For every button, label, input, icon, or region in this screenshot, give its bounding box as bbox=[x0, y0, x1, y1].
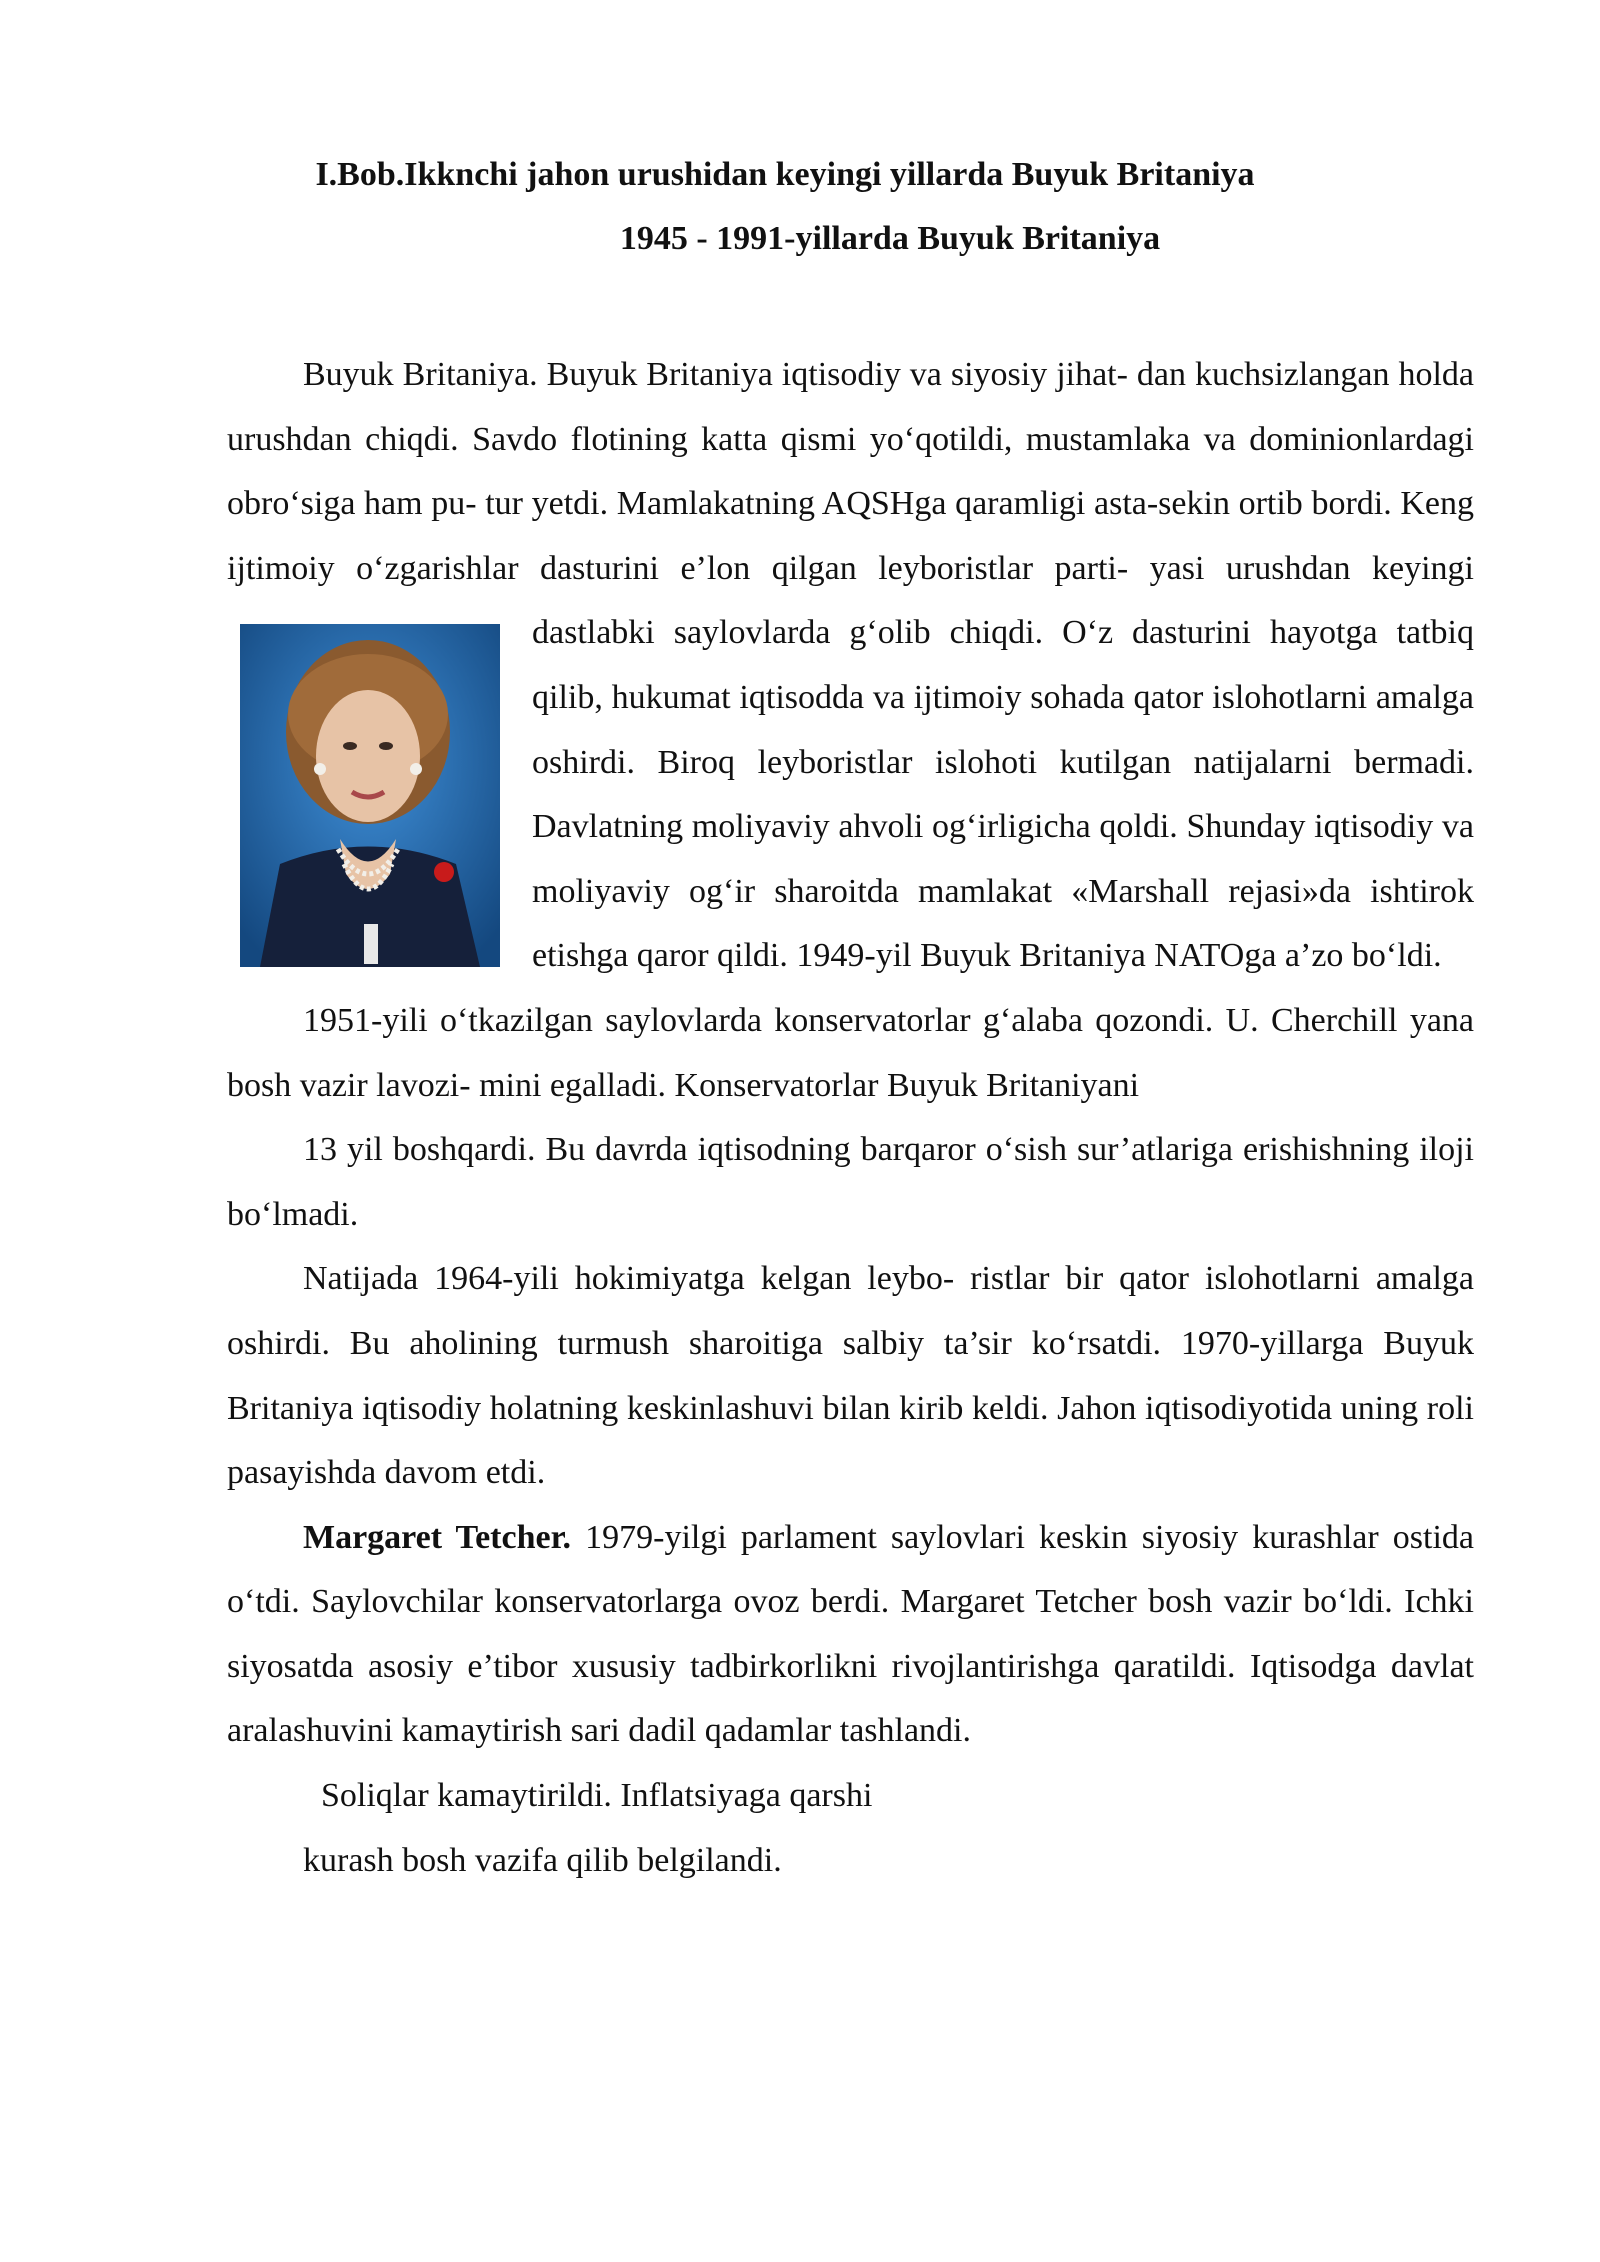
thatcher-text: 1979-yilgi parlament saylovlari keskin siyosiy kurashlar ostida o‘tdi. Saylovchilar konservatorlarga ovoz berdi. Margaret Tetcher bosh vazir bo‘ldi. Ichki siyosatda asosiy e’tibor xususiy tadbirkorlikni rivojlantirishga qaratildi. Iqtisodga davlat aralashuvini kamaytirish sari dadil qadamlar tashlandi. bbox=[227, 1518, 1474, 1750]
chapter-title: I.Bob.Ikknchi jahon urushidan keyingi yillarda Buyuk Britaniya bbox=[315, 156, 1255, 193]
paragraph-intro-text: Buyuk Britaniya. Buyuk Britaniya iqtisodiy va siyosiy jihat- dan kuchsizlangan holda urushdan chiqdi. Savdo flotining katta qismi yo‘qotildi, mustamlaka va dominionlardagi obro‘siga ham pu- tur yetdi. Mamlakatning AQSHga qaramligi asta-sekin ortib bordi. Keng ijtimoiy o‘zgarishlar dasturini e’lon qilgan leyboristlar parti- yasi urushdan keyingi dastlabki saylovlarda g‘olib bbox=[227, 356, 1474, 652]
thatcher-heading: Margaret Tetcher. bbox=[303, 1518, 572, 1556]
paragraph-taxes: Soliqlar kamaytirildi. Inflatsiyaga qarshi bbox=[321, 1777, 873, 1815]
document-body bbox=[227, 343, 1474, 1893]
paragraph-intro bbox=[227, 343, 1474, 989]
paragraph-thatcher bbox=[227, 1506, 1474, 1764]
paragraph-intro-continued: chiqdi. O‘z dasturini hayotga tatbiq qilib, hukumat iqtisodda va ijtimoiy sohada qator islohotlarni amalga oshirdi. Biroq leyboristlar islohoti kutilgan natijalarni bermadi. Davlatning moliyaviy ahvoli og‘irligicha qoldi. Shunday iqtisodiy va moliyaviy og‘ir sharoitda mamlakat «Marshall rejasi»da ishtirok etishga qaror qildi. 1949-yil Buyuk Britaniya NATOga a’zo bo‘ldi. bbox=[532, 614, 1474, 975]
paragraph-13-years: 13 yil boshqardi. Bu davrda iqtisodning barqaror o‘sish sur’atlariga erishishning iloji bo‘lmadi. bbox=[227, 1131, 1474, 1233]
section-title: 1945 - 1991-yillarda Buyuk Britaniya bbox=[619, 220, 1161, 257]
paragraph-1951: 1951-yili o‘tkazilgan saylovlarda konservatorlar g‘alaba qozondi. U. Cherchill yana bosh vazir lavozi- mini egalladi. Konservatorlar Buyuk Britaniyani bbox=[227, 1001, 1474, 1104]
portrait-photo bbox=[240, 624, 500, 967]
paragraph-1964: Natijada 1964-yili hokimiyatga kelgan leybo- ristlar bir qator islohotlarni amalga oshirdi. Bu aholining turmush sharoitiga salbiy ta’sir ko‘rsatdi. 1970-yillarga Buyuk Britaniya iqtisodiy holatning keskinlashuvi bilan kirib keldi. Jahon iqtisodiyotida uning roli pasayishda davom etdi. bbox=[227, 1260, 1474, 1492]
paragraph-inflation: kurash bosh vazifa qilib belgilandi. bbox=[303, 1841, 782, 1879]
